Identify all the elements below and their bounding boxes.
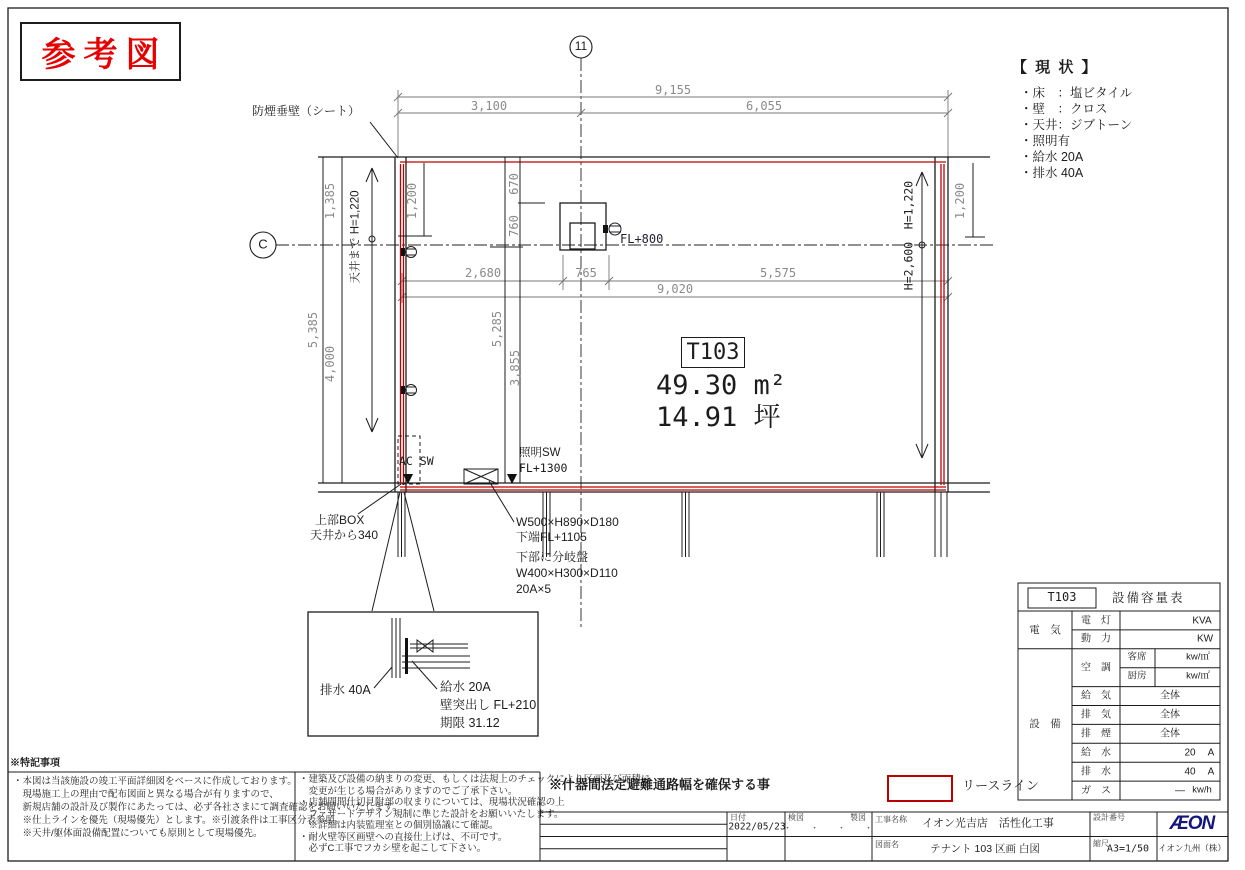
room-area-m2: 49.30 m² — [656, 370, 787, 401]
notes-right-line-6: ・耐火壁等区画壁への直接仕上げは、不可です。 — [299, 831, 508, 843]
capacity-value-water: 20 — [1184, 747, 1196, 759]
capacity-tenant-id: T103 — [1047, 590, 1077, 605]
titleblock-date-label: 日付 — [730, 813, 746, 822]
dim-top-total: 9,155 — [654, 83, 692, 98]
detail-supply-label: 給水 20A — [440, 680, 491, 694]
capacity-item-drain: 排 水 — [1081, 765, 1111, 777]
capacity-item-power: 動 力 — [1081, 633, 1111, 645]
dim-right-1200: 1,200 — [953, 182, 968, 220]
capacity-sub-kitchen: 厨房 — [1127, 670, 1147, 682]
dim-left-5385: 5,385 — [306, 311, 321, 349]
room-id: T103 — [686, 340, 740, 365]
capacity-group-electric: 電 気 — [1029, 623, 1061, 636]
branch-count-label: 20A×5 — [516, 582, 552, 596]
capacity-item-water: 給 水 — [1081, 747, 1111, 759]
dim-9020: 9,020 — [656, 282, 694, 297]
notes-right-line-5: ※詳細は内装監理室との個別協議にて確認。 — [299, 820, 499, 831]
aeon-logo: ÆON — [1169, 813, 1215, 835]
current-state-item-drain: ・排水 40A — [1020, 166, 1084, 180]
dim-left-1200: 1,200 — [405, 182, 420, 220]
capacity-value-smoke: 全体 — [1160, 728, 1180, 740]
light-switch-label: 照明SW — [519, 447, 561, 459]
notes-left-line-3: 新規店舗の設計及び製作にあたっては、必ず各社さまにて調査確認をお願いいたします。 — [13, 802, 402, 813]
dim-760: 760 — [507, 215, 522, 237]
capacity-item-hvac: 空 調 — [1081, 661, 1111, 673]
capacity-value-drain: 40 — [1184, 765, 1196, 777]
notes-right-line-2: 変更が生じる場合がありますのでご了承下さい。 — [299, 785, 518, 797]
upper-box-note-label: 天井から340 — [310, 528, 379, 542]
capacity-value-exhaust: 全体 — [1160, 709, 1180, 721]
titleblock-drawing-name: テナント 103 区画 白図 — [930, 842, 1040, 855]
titleblock-company: イオン九州（株） — [1158, 843, 1226, 854]
dim-top-right: 6,055 — [745, 99, 783, 114]
capacity-value-gas: ― — [1175, 784, 1185, 796]
dim-5285: 5,285 — [490, 310, 505, 348]
current-state-item-supply: ・給水 20A — [1020, 150, 1084, 164]
capacity-group-equipment: 設 備 — [1029, 717, 1061, 730]
lease-line-legend-label: リースライン — [962, 778, 1039, 793]
room-id-box — [681, 337, 745, 368]
reference-stamp-label: 参考図 — [41, 36, 168, 74]
dim-right-h1220: H=1,220 — [901, 180, 916, 230]
lease-line-legend-swatch — [888, 776, 952, 801]
current-state-title: 【 現 状 】 — [1012, 59, 1099, 76]
dim-ceiling-height: 天井まで H=1,220 — [349, 190, 362, 284]
upper-box-label: 上部BOX — [315, 513, 365, 527]
current-state-item-wall: ・壁 ：クロス — [1020, 102, 1108, 116]
capacity-value-air-supply: 全体 — [1160, 690, 1180, 702]
titleblock-scale-value: A3=1/50 — [1106, 843, 1150, 855]
reference-stamp — [20, 22, 181, 81]
titleblock-design-no-label: 設計番号 — [1093, 813, 1125, 822]
detail-drain-label: 排水 40A — [320, 683, 371, 697]
capacity-unit-seating: kw/㎡ — [1186, 651, 1210, 663]
titleblock-project-label: 工事名称 — [875, 815, 907, 824]
titleblock-scale-label: 縮尺 — [1093, 839, 1109, 848]
capacity-item-gas: ガ ス — [1081, 784, 1111, 796]
titleblock-date-value: 2022/05/23 — [728, 821, 786, 833]
aisle-note: ※什器間法定避難通路幅を確保する事 — [549, 777, 771, 792]
dim-3855: 3,855 — [508, 349, 523, 387]
dim-left-4000: 4,000 — [323, 345, 338, 383]
current-state-item-ceiling: ・天井：ジブトーン — [1020, 118, 1133, 132]
smoke-baffle-label: 防煙垂壁（シート） — [252, 104, 361, 118]
detail-supply-note-label: 壁突出し FL+210 — [440, 698, 537, 712]
titleblock-drawing-label: 図面名 — [875, 840, 899, 849]
dim-670: 670 — [507, 173, 522, 195]
dim-765: 765 — [575, 266, 597, 281]
notes-right-line-4: ファサードデザイン規制に準じた設計をお願いいたします。 — [299, 808, 564, 820]
capacity-sub-seating: 客席 — [1127, 651, 1147, 663]
capacity-unit-kw: KW — [1196, 633, 1214, 645]
panel-size-label: W500×H890×D180 — [516, 515, 619, 529]
capacity-unit-kitchen: kw/㎡ — [1186, 670, 1210, 682]
room-area-tsubo: 14.91 坪 — [656, 402, 781, 433]
titleblock-sign-dots: ・ ・ ・ ・ — [782, 822, 874, 833]
capacity-item-smoke: 排 煙 — [1081, 728, 1111, 740]
panel-bottom-label: 下端FL+1105 — [516, 530, 587, 544]
titleblock-project-name: イオン光吉店 活性化工事 — [922, 817, 1054, 830]
notes-right-line-1: ・建築及び設備の納まりの変更、もしくは法規上のチェックにより区画及び面積に — [299, 774, 651, 785]
notes-header: ※特記事項 — [10, 758, 60, 769]
branch-panel-label: 下部に分岐盤 — [516, 550, 589, 564]
notes-left-line-2: 現場施工上の理由で配布図面と異なる場合が有りますので、 — [13, 789, 279, 800]
capacity-unit-gas: kw/h — [1192, 784, 1212, 796]
ac-switch-label: AC SW — [399, 454, 434, 468]
notes-right-line-3: ・店舗間間仕切見附部の収まりについては、現場状況確認の上 — [299, 797, 565, 808]
dim-top-left: 3,100 — [470, 99, 508, 114]
dim-left-1385: 1,385 — [323, 182, 338, 220]
notes-left-line-5: ※天井/躯体面設備配置についても原則として現場優先。 — [13, 828, 263, 839]
current-state-item-floor: ・床 ：塩ビタイル — [1020, 86, 1133, 100]
detail-supply-limit-label: 期限 31.12 — [440, 716, 500, 730]
capacity-unit-drain: A — [1207, 765, 1215, 777]
capacity-item-air-supply: 給 気 — [1081, 690, 1111, 702]
notes-left-line-4: ※仕上ラインを優先（現場優先）とします。※引渡条件は工事区分表参照。 — [13, 815, 345, 826]
titleblock-check-label: 検図 — [788, 813, 804, 822]
grid-bubble-11: 11 — [574, 39, 588, 54]
dim-right-h2600: H=2,600 — [901, 241, 916, 291]
capacity-item-light: 電 灯 — [1081, 614, 1111, 626]
capacity-unit-water: A — [1207, 747, 1215, 759]
dim-5575: 5,575 — [759, 266, 797, 281]
capacity-item-exhaust: 排 気 — [1081, 709, 1111, 721]
light-switch-fl-label: FL+1300 — [519, 461, 568, 475]
titleblock-draft-label: 製図 — [850, 813, 866, 822]
notes-left-line-1: ・本図は当該施設の竣工平面詳細図をベースに作成しております。 — [13, 776, 297, 787]
branch-size-label: W400×H300×D110 — [516, 566, 618, 580]
fl800-label: FL+800 — [620, 232, 664, 246]
capacity-table-title: 設備容量表 — [1112, 591, 1185, 605]
dim-2680: 2,680 — [464, 266, 502, 281]
grid-bubble-c: C — [258, 236, 268, 252]
capacity-unit-kva: KVA — [1192, 614, 1212, 626]
notes-right-line-7: 必ずC工事でフカシ壁を起こして下さい。 — [299, 843, 487, 854]
current-state-item-lighting: ・照明有 — [1020, 134, 1071, 148]
